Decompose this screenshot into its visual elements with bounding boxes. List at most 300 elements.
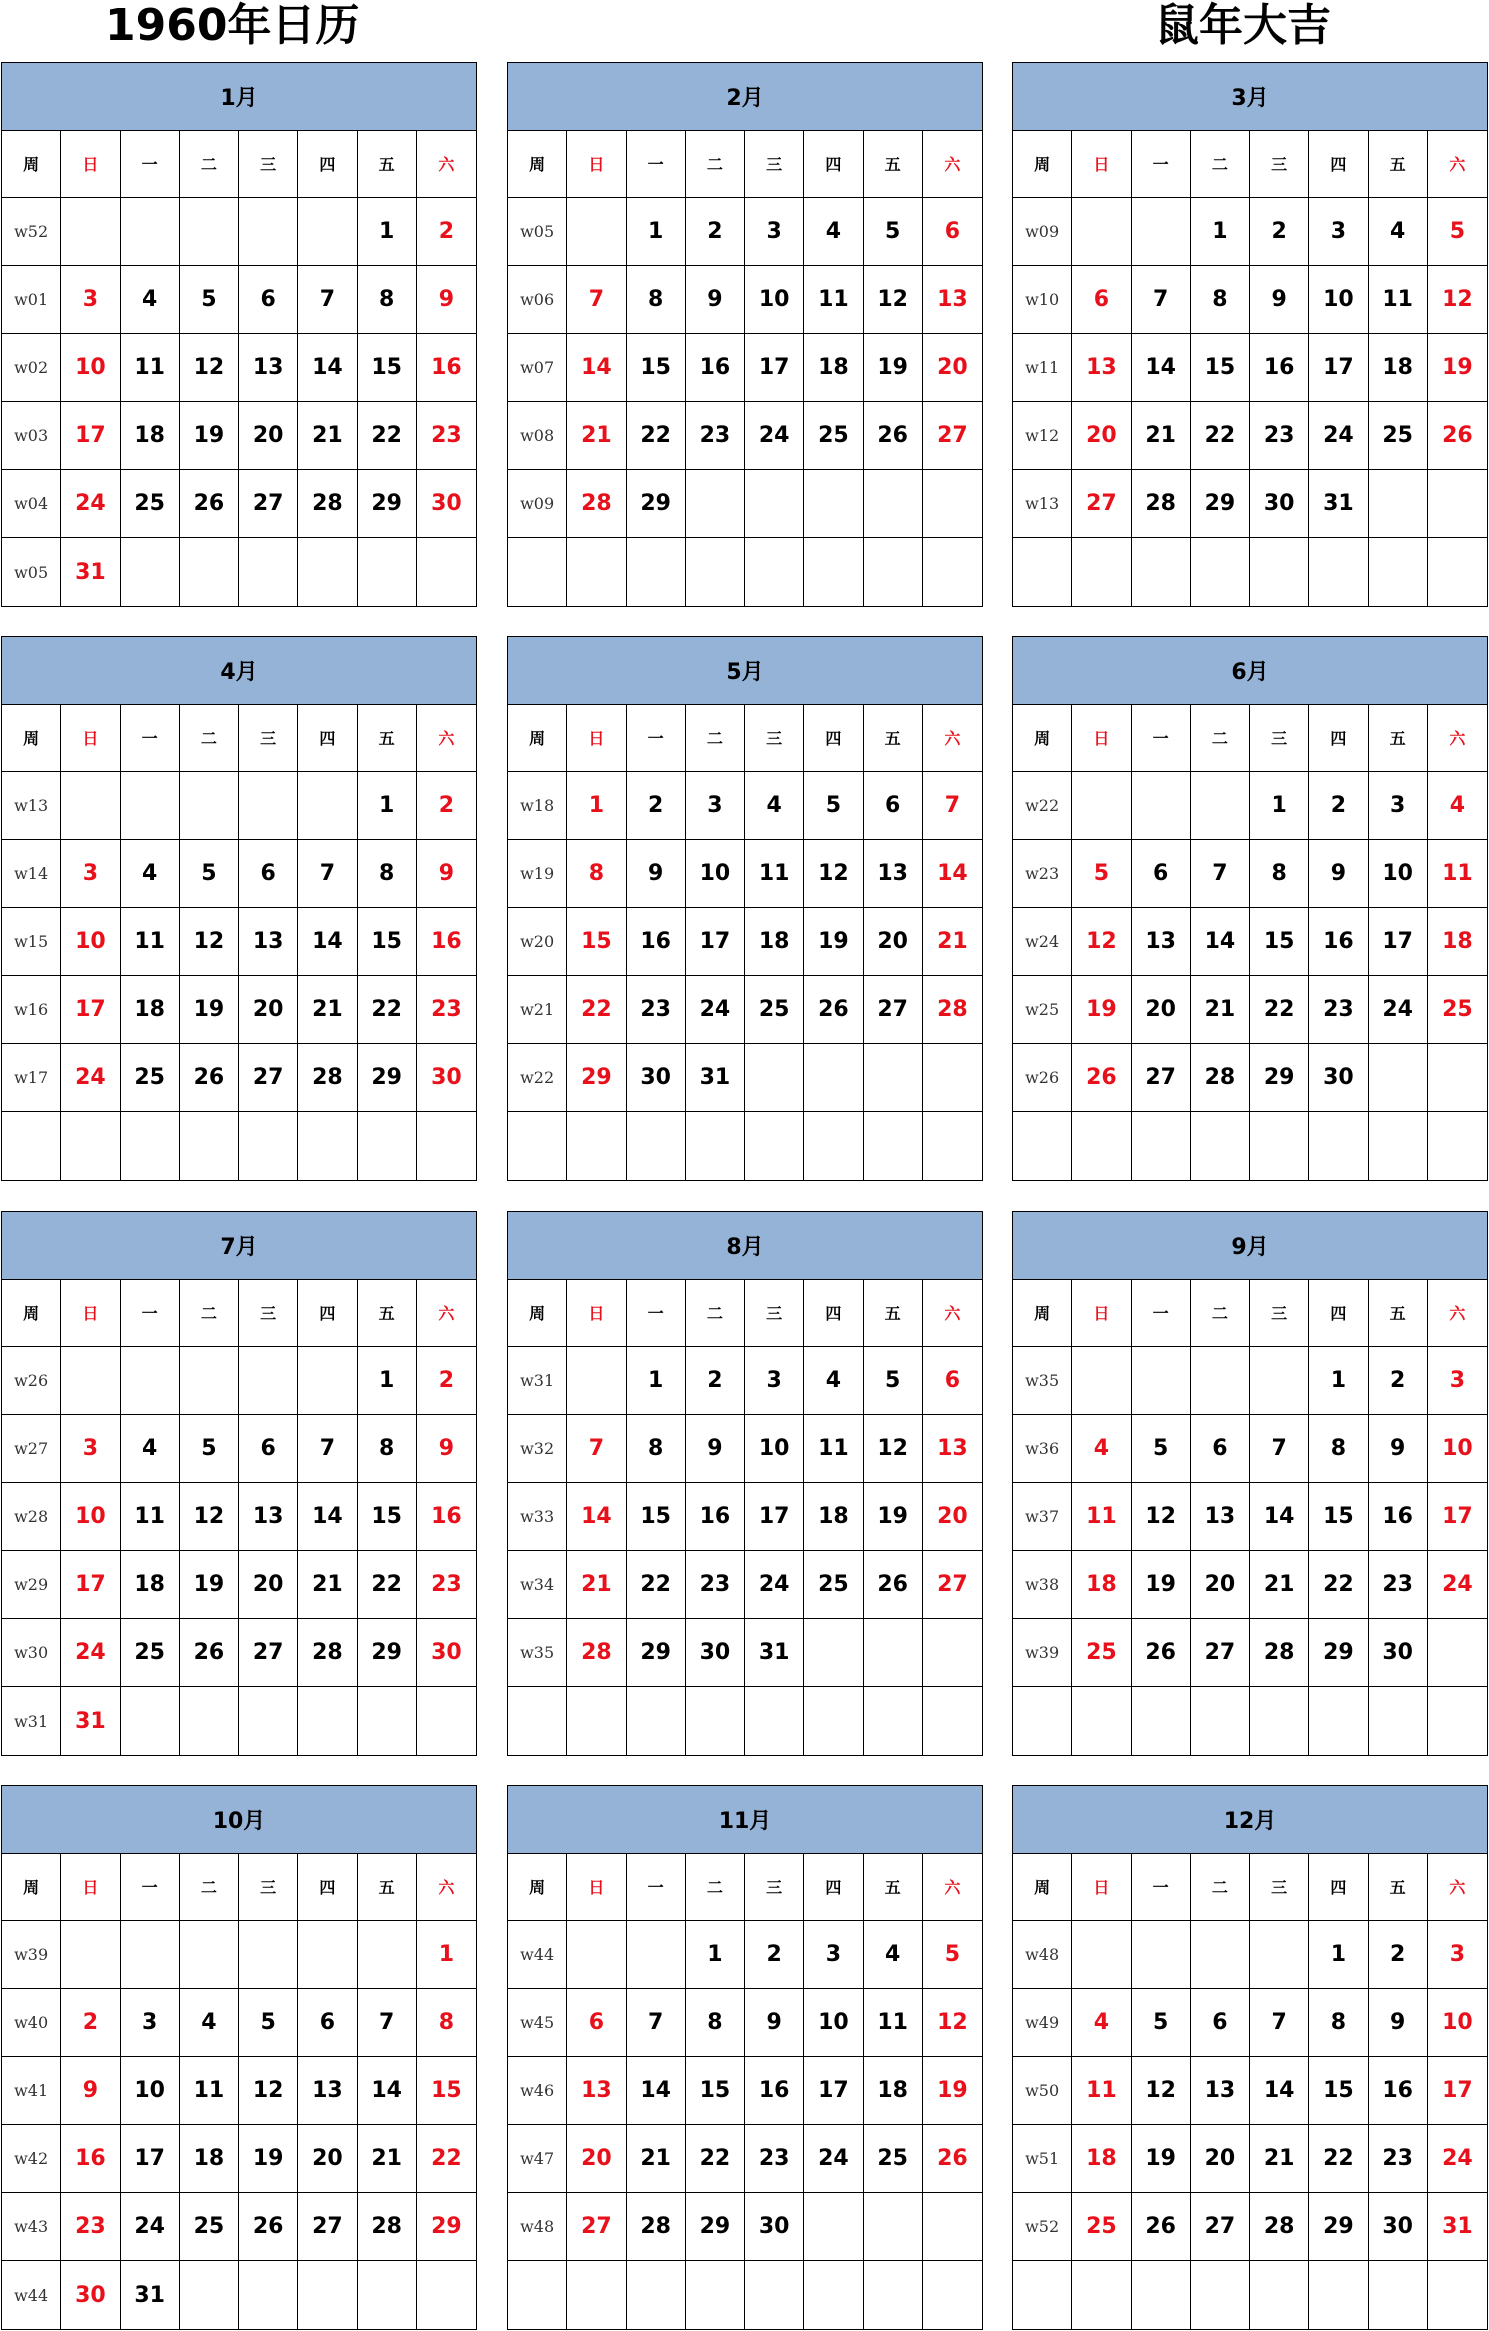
week-number: w36 [1013,1415,1072,1483]
month-calendar [507,62,983,607]
week-number [508,2261,567,2329]
weekday-header: 四 [298,1854,357,1922]
day-cell: 2 [1369,1921,1428,1989]
day-cell: 28 [1250,1619,1309,1687]
day-cell: 20 [239,1551,298,1619]
day-cell: 29 [1191,470,1250,538]
day-cell: 24 [61,470,120,538]
day-cell: 30 [1309,1044,1368,1112]
day-cell: 15 [686,2057,745,2125]
week-number: w29 [2,1551,61,1619]
day-cell: 27 [923,402,982,470]
week-number: w47 [508,2125,567,2193]
day-cell [1428,1687,1487,1755]
day-cell: 5 [1132,1989,1191,2057]
day-cell [1428,1619,1487,1687]
weekday-header: 五 [1369,705,1428,773]
day-cell [686,2261,745,2329]
day-cell: 29 [1250,1044,1309,1112]
day-cell [1428,1112,1487,1180]
day-cell: 22 [627,1551,686,1619]
day-cell: 16 [686,334,745,402]
day-cell: 26 [804,976,863,1044]
week-column-header: 周 [2,1280,61,1348]
month-grid [2,1280,476,1756]
day-cell: 4 [1072,1989,1131,2057]
day-cell [239,1687,298,1755]
day-cell: 19 [180,1551,239,1619]
day-cell: 2 [61,1989,120,2057]
day-cell: 14 [567,334,626,402]
weekday-header: 三 [1250,131,1309,199]
day-cell: 22 [358,1551,417,1619]
weekday-header: 六 [417,131,476,199]
day-cell [1369,538,1428,606]
week-number [1013,2261,1072,2329]
day-cell [804,1687,863,1755]
weekday-header: 五 [358,1280,417,1348]
day-cell: 24 [745,402,804,470]
week-number: w51 [1013,2125,1072,2193]
day-cell: 8 [627,1415,686,1483]
day-cell [1191,2261,1250,2329]
day-cell: 10 [1428,1989,1487,2057]
day-cell: 12 [180,1483,239,1551]
day-cell: 6 [1191,1989,1250,2057]
day-cell [239,2261,298,2329]
week-number: w09 [508,470,567,538]
month-calendar [1012,1211,1488,1756]
day-cell [298,1112,357,1180]
day-cell [804,1619,863,1687]
day-cell [298,2261,357,2329]
day-cell: 18 [121,976,180,1044]
week-number: w16 [2,976,61,1044]
day-cell: 11 [804,266,863,334]
weekday-header: 六 [923,1854,982,1922]
day-cell: 7 [1191,840,1250,908]
day-cell [358,1112,417,1180]
day-cell: 24 [745,1551,804,1619]
day-cell: 10 [121,2057,180,2125]
day-cell: 23 [745,2125,804,2193]
day-cell: 3 [804,1921,863,1989]
day-cell [1309,1112,1368,1180]
day-cell: 17 [1428,1483,1487,1551]
day-cell [1250,538,1309,606]
day-cell: 29 [686,2193,745,2261]
day-cell: 25 [1072,2193,1131,2261]
day-cell: 20 [1191,1551,1250,1619]
day-cell [1369,470,1428,538]
week-column-header: 周 [1013,1854,1072,1922]
day-cell: 21 [567,402,626,470]
week-number: w44 [2,2261,61,2329]
day-cell: 7 [298,1415,357,1483]
day-cell: 24 [1369,976,1428,1044]
month-calendar [1012,636,1488,1181]
day-cell: 11 [1072,2057,1131,2125]
day-cell: 14 [298,334,357,402]
month-calendar [1,1785,477,2330]
weekday-header: 五 [1369,1854,1428,1922]
day-cell [239,538,298,606]
day-cell: 21 [358,2125,417,2193]
day-cell: 10 [686,840,745,908]
weekday-header: 六 [417,1854,476,1922]
day-cell [923,1044,982,1112]
weekday-header: 五 [358,131,417,199]
day-cell: 31 [121,2261,180,2329]
day-cell [804,2261,863,2329]
day-cell: 15 [1250,908,1309,976]
day-cell: 13 [864,840,923,908]
week-number: w01 [2,266,61,334]
day-cell: 23 [1309,976,1368,1044]
day-cell: 14 [298,1483,357,1551]
day-cell: 9 [61,2057,120,2125]
weekday-header: 四 [1309,705,1368,773]
day-cell: 4 [121,1415,180,1483]
month-title: 2月 [508,63,982,131]
day-cell: 18 [864,2057,923,2125]
day-cell [923,2193,982,2261]
day-cell: 24 [686,976,745,1044]
day-cell [417,1112,476,1180]
day-cell: 13 [923,266,982,334]
day-cell: 10 [61,334,120,402]
day-cell [923,1687,982,1755]
week-column-header: 周 [508,1280,567,1348]
day-cell: 28 [1132,470,1191,538]
week-column-header: 周 [1013,705,1072,773]
day-cell: 9 [1369,1989,1428,2057]
day-cell: 11 [1428,840,1487,908]
day-cell: 30 [1369,1619,1428,1687]
weekday-header: 日 [567,1280,626,1348]
day-cell: 21 [923,908,982,976]
week-number: w49 [1013,1989,1072,2057]
day-cell: 8 [417,1989,476,2057]
day-cell [1132,2261,1191,2329]
day-cell [1250,1687,1309,1755]
month-grid [1013,1280,1487,1756]
day-cell [1072,538,1131,606]
week-number: w26 [2,1347,61,1415]
day-cell: 27 [1072,470,1131,538]
day-cell [864,1112,923,1180]
day-cell: 23 [1250,402,1309,470]
day-cell: 4 [1369,198,1428,266]
day-cell: 6 [239,1415,298,1483]
day-cell [864,1619,923,1687]
day-cell: 15 [358,334,417,402]
month-grid [2,705,476,1181]
day-cell: 31 [61,538,120,606]
weekday-header: 五 [864,131,923,199]
day-cell [1369,2261,1428,2329]
day-cell: 12 [864,1415,923,1483]
day-cell: 2 [1250,198,1309,266]
day-cell: 25 [121,1619,180,1687]
day-cell: 8 [686,1989,745,2057]
day-cell [298,198,357,266]
weekday-header: 日 [1072,1854,1131,1922]
day-cell: 3 [686,772,745,840]
day-cell: 20 [923,1483,982,1551]
day-cell: 30 [417,1619,476,1687]
day-cell [804,2193,863,2261]
day-cell: 15 [567,908,626,976]
weekday-header: 三 [239,705,298,773]
week-number: w46 [508,2057,567,2125]
week-number: w02 [2,334,61,402]
day-cell [61,198,120,266]
day-cell: 9 [686,1415,745,1483]
day-cell: 29 [567,1044,626,1112]
day-cell [745,2261,804,2329]
day-cell: 21 [627,2125,686,2193]
day-cell [239,1921,298,1989]
day-cell: 29 [417,2193,476,2261]
week-number: w37 [1013,1483,1072,1551]
day-cell [686,470,745,538]
month-grid [508,131,982,607]
weekday-header: 一 [627,1280,686,1348]
weekday-header: 一 [1132,1280,1191,1348]
day-cell: 17 [1309,334,1368,402]
weekday-header: 四 [298,1280,357,1348]
day-cell [1369,1687,1428,1755]
day-cell: 15 [1191,334,1250,402]
day-cell: 27 [239,1044,298,1112]
week-number: w19 [508,840,567,908]
day-cell: 18 [1072,1551,1131,1619]
day-cell [1072,1687,1131,1755]
day-cell: 11 [1369,266,1428,334]
day-cell: 15 [627,334,686,402]
day-cell [1072,1112,1131,1180]
week-number: w05 [508,198,567,266]
weekday-header: 一 [627,1854,686,1922]
day-cell [1428,1044,1487,1112]
month-grid [1013,1854,1487,2330]
day-cell [1250,1347,1309,1415]
day-cell [1191,538,1250,606]
day-cell: 30 [627,1044,686,1112]
day-cell [298,772,357,840]
day-cell [1132,1921,1191,1989]
day-cell: 26 [864,402,923,470]
day-cell: 26 [180,1044,239,1112]
day-cell: 3 [1428,1347,1487,1415]
week-number: w35 [508,1619,567,1687]
day-cell: 7 [1250,1415,1309,1483]
weekday-header: 六 [1428,705,1487,773]
day-cell: 5 [180,266,239,334]
day-cell [567,538,626,606]
day-cell [180,2261,239,2329]
day-cell: 16 [417,1483,476,1551]
day-cell [121,198,180,266]
day-cell: 23 [417,976,476,1044]
month-title: 10月 [2,1786,476,1854]
day-cell: 27 [923,1551,982,1619]
day-cell: 2 [745,1921,804,1989]
weekday-header: 五 [1369,131,1428,199]
day-cell: 27 [1191,1619,1250,1687]
day-cell: 1 [1309,1921,1368,1989]
week-number: w03 [2,402,61,470]
weekday-header: 二 [686,1854,745,1922]
week-number: w32 [508,1415,567,1483]
weekday-header: 五 [358,705,417,773]
day-cell: 1 [1191,198,1250,266]
day-cell: 12 [923,1989,982,2057]
day-cell: 19 [1132,1551,1191,1619]
day-cell [61,1347,120,1415]
week-number: w22 [508,1044,567,1112]
day-cell [1191,1112,1250,1180]
week-number: w40 [2,1989,61,2057]
week-number [508,538,567,606]
week-number: w23 [1013,840,1072,908]
week-number [1013,538,1072,606]
day-cell: 7 [1132,266,1191,334]
day-cell [627,1921,686,1989]
weekday-header: 六 [417,1280,476,1348]
day-cell: 7 [1250,1989,1309,2057]
day-cell: 17 [745,334,804,402]
day-cell [1132,1112,1191,1180]
week-number: w30 [2,1619,61,1687]
weekday-header: 日 [1072,705,1131,773]
weekday-header: 一 [627,705,686,773]
weekday-header: 二 [180,1854,239,1922]
week-number: w50 [1013,2057,1072,2125]
week-number: w08 [508,402,567,470]
day-cell [1191,1347,1250,1415]
day-cell: 23 [627,976,686,1044]
day-cell: 20 [239,976,298,1044]
day-cell: 2 [417,198,476,266]
weekday-header: 五 [1369,1280,1428,1348]
day-cell: 2 [417,772,476,840]
day-cell: 28 [1191,1044,1250,1112]
day-cell: 17 [61,1551,120,1619]
day-cell [417,2261,476,2329]
day-cell: 30 [417,1044,476,1112]
weekday-header: 三 [1250,1280,1309,1348]
day-cell: 28 [627,2193,686,2261]
day-cell: 7 [923,772,982,840]
week-number: w07 [508,334,567,402]
weekday-header: 五 [864,1854,923,1922]
day-cell: 25 [745,976,804,1044]
day-cell [1428,470,1487,538]
day-cell: 23 [1369,2125,1428,2193]
day-cell: 21 [1191,976,1250,1044]
weekday-header: 一 [1132,1854,1191,1922]
month-title: 11月 [508,1786,982,1854]
day-cell [1428,2261,1487,2329]
day-cell [923,1619,982,1687]
day-cell [1072,1921,1131,1989]
day-cell: 1 [358,772,417,840]
day-cell [417,1687,476,1755]
day-cell: 5 [1072,840,1131,908]
weekday-header: 二 [686,705,745,773]
week-number: w35 [1013,1347,1072,1415]
day-cell: 6 [923,1347,982,1415]
day-cell: 5 [180,840,239,908]
week-number: w14 [2,840,61,908]
day-cell [121,1347,180,1415]
day-cell: 9 [417,840,476,908]
day-cell: 25 [180,2193,239,2261]
day-cell: 16 [417,908,476,976]
day-cell: 13 [1072,334,1131,402]
day-cell: 30 [1369,2193,1428,2261]
day-cell [1132,772,1191,840]
week-number: w41 [2,2057,61,2125]
month-title: 5月 [508,637,982,705]
weekday-header: 一 [121,131,180,199]
day-cell [239,198,298,266]
day-cell [1250,1921,1309,1989]
week-column-header: 周 [508,1854,567,1922]
week-number: w39 [1013,1619,1072,1687]
day-cell [239,1112,298,1180]
day-cell: 17 [61,402,120,470]
week-number: w48 [1013,1921,1072,1989]
weekday-header: 六 [1428,1854,1487,1922]
weekday-header: 二 [180,131,239,199]
day-cell: 7 [358,1989,417,2057]
calendar-title: 1960年日历 [105,0,360,51]
day-cell: 6 [923,198,982,266]
day-cell: 30 [417,470,476,538]
week-number: w18 [508,772,567,840]
day-cell: 9 [745,1989,804,2057]
day-cell: 17 [686,908,745,976]
week-number: w04 [2,470,61,538]
day-cell [1191,1921,1250,1989]
day-cell: 14 [1250,2057,1309,2125]
day-cell: 13 [1191,1483,1250,1551]
day-cell: 23 [686,1551,745,1619]
day-cell [686,1112,745,1180]
weekday-header: 日 [567,705,626,773]
day-cell: 22 [1309,2125,1368,2193]
day-cell: 18 [1072,2125,1131,2193]
week-number: w28 [2,1483,61,1551]
day-cell: 18 [804,334,863,402]
month-title: 7月 [2,1212,476,1280]
weekday-header: 日 [61,1854,120,1922]
day-cell [745,1112,804,1180]
day-cell: 16 [417,334,476,402]
day-cell: 5 [923,1921,982,1989]
day-cell [180,198,239,266]
day-cell [121,1112,180,1180]
week-number [508,1112,567,1180]
weekday-header: 五 [358,1854,417,1922]
month-calendar [1,636,477,1181]
weekday-header: 三 [239,131,298,199]
day-cell: 24 [121,2193,180,2261]
day-cell [298,1921,357,1989]
